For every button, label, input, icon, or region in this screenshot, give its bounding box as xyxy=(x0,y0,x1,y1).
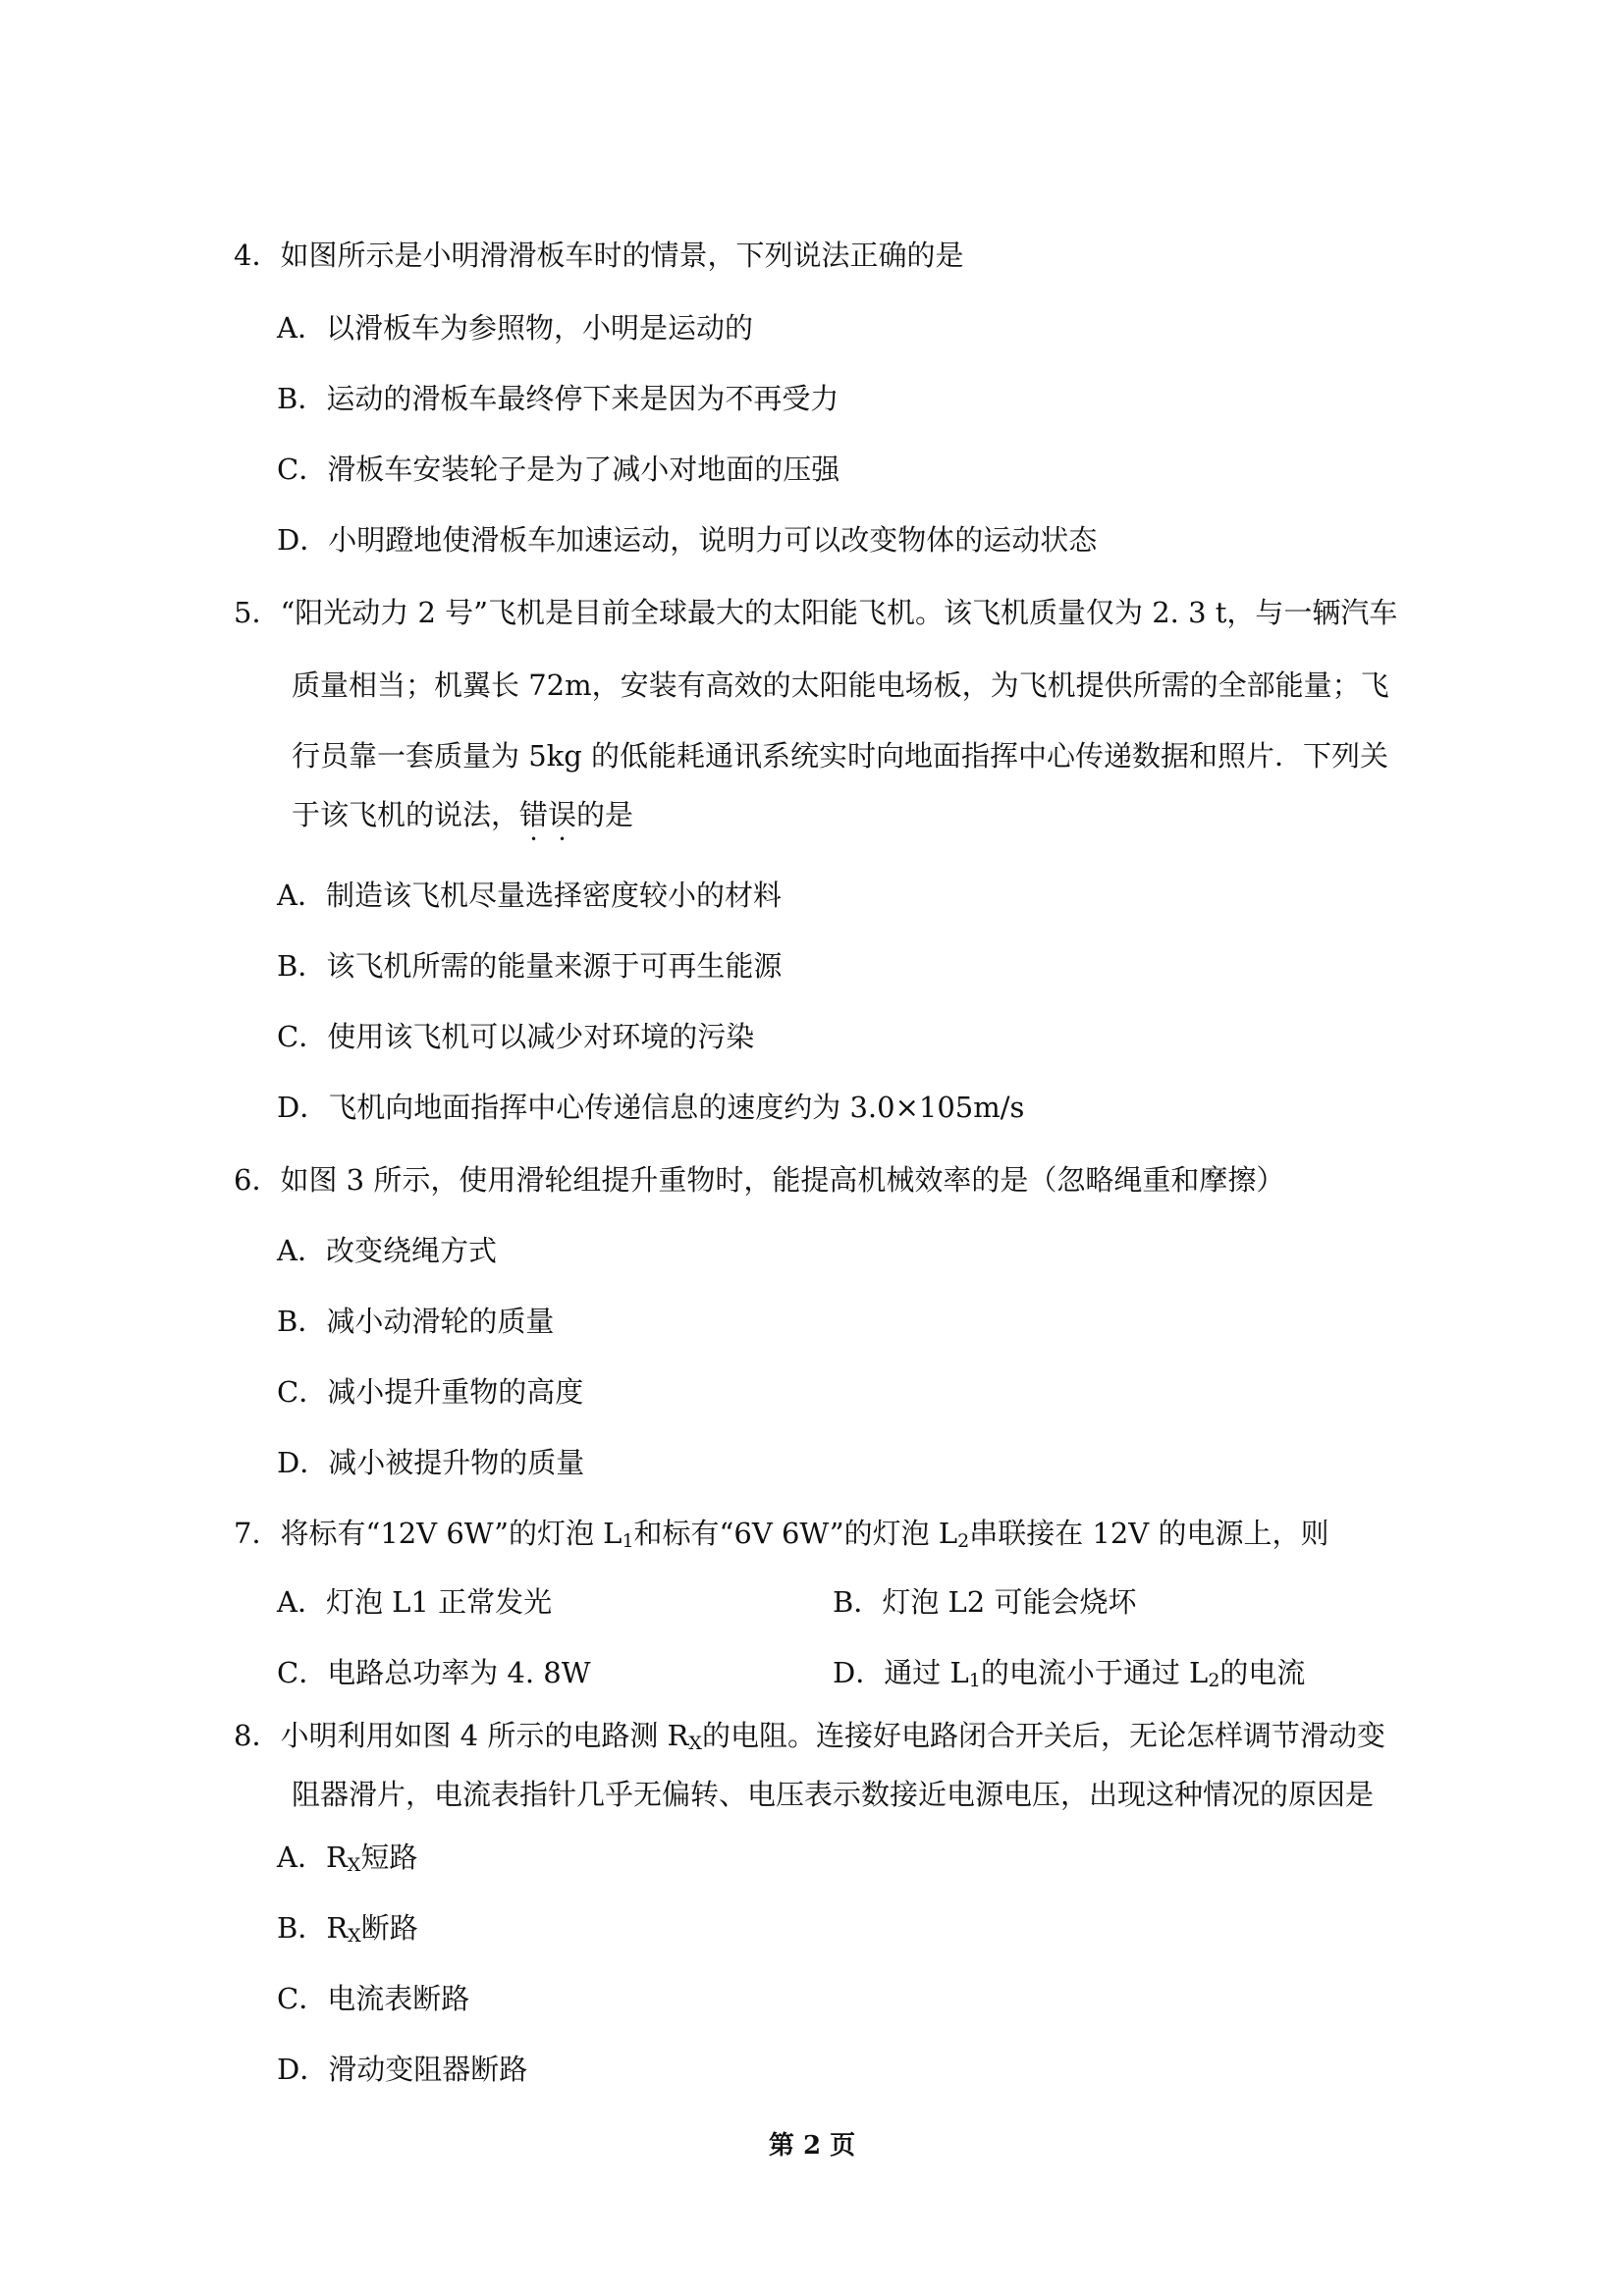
q6-option-d: D．减小被提升物的质量 xyxy=(277,1446,585,1479)
q8-option-d: D．滑动变阻器断路 xyxy=(277,2053,528,2086)
q8-option-b: B．$R_X$断路 xyxy=(277,1911,418,1947)
q6-option-a: A．改变绕绳方式 xyxy=(277,1234,497,1267)
page-number: 第 2 页 xyxy=(768,2131,856,2161)
q5-option-c: C．使用该飞机可以减少对环境的污染 xyxy=(277,1020,755,1053)
emphasis-char: 错 xyxy=(519,798,549,831)
q5-stem-line-4: 于该飞机的说法，错误的是 xyxy=(292,798,634,831)
q4-option-c: C．滑板车安装轮子是为了减小对地面的压强 xyxy=(277,453,840,486)
q8-option-a: A．$R_X$短路 xyxy=(277,1841,418,1876)
q5-stem-line-2: 质量相当；机翼长 72m，安装有高效的太阳能电场板，为飞机提供所需的全部能量；飞 xyxy=(292,668,1389,702)
q8-option-c: C．电流表断路 xyxy=(277,1982,470,2015)
q7-number: 7． xyxy=(234,1517,281,1550)
q7-stem: 7．将标有“12V 6W”的灯泡 $L_1$和标有“6V 6W”的灯泡 $L_2$串联接在 12V 的电源上，则 xyxy=(234,1517,1329,1552)
q4-number: 4． xyxy=(234,239,281,272)
q8-number: 8． xyxy=(234,1719,281,1752)
q7-option-a: A．灯泡 L1 正常发光 xyxy=(277,1585,553,1619)
emphasis-char: 误 xyxy=(548,798,577,831)
q5-option-b: B．该飞机所需的能量来源于可再生能源 xyxy=(277,949,783,983)
q5-option-d: D．飞机向地面指挥中心传递信息的速度约为 3.0×105m/s xyxy=(277,1091,1025,1124)
q7-option-c: C．电路总功率为 4. 8W xyxy=(277,1656,591,1689)
q5-stem-line-3: 行员靠一套质量为 5kg 的低能耗通讯系统实时向地面指挥中心传递数据和照片．下列关 xyxy=(292,739,1389,773)
q7-option-d: D．通过 $L_1$的电流小于通过 $L_2$的电流 xyxy=(833,1656,1306,1691)
q7-option-b: B．灯泡 L2 可能会烧坏 xyxy=(833,1585,1137,1619)
q6-option-c: C．减小提升重物的高度 xyxy=(277,1375,584,1409)
q4-option-b: B．运动的滑板车最终停下来是因为不再受力 xyxy=(277,382,839,415)
q8-stem-line-2: 阻器滑片，电流表指针几乎无偏转、电压表示数接近电源电压，出现这种情况的原因是 xyxy=(292,1778,1375,1811)
q5-option-a: A．制造该飞机尽量选择密度较小的材料 xyxy=(277,879,782,912)
q4-option-a: A．以滑板车为参照物，小明是运动的 xyxy=(277,311,753,345)
q5-stem-line-1: 5．“阳光动力 2 号”飞机是目前全球最大的太阳能飞机。该飞机质量仅为 2. 3 t，与一辆汽车 xyxy=(234,596,1398,629)
q4-option-d: D．小明蹬地使滑板车加速运动，说明力可以改变物体的运动状态 xyxy=(277,523,1098,557)
q4-stem: 4．如图所示是小明滑滑板车时的情景，下列说法正确的是 xyxy=(234,239,964,272)
q6-stem: 6．如图 3 所示，使用滑轮组提升重物时，能提高机械效率的是（忽略绳重和摩擦） xyxy=(234,1163,1285,1197)
q8-stem-line-1: 8．小明利用如图 4 所示的电路测 $R_X$的电阻。连接好电路闭合开关后，无论怎样调节滑动变 xyxy=(234,1719,1385,1754)
q6-number: 6． xyxy=(234,1163,281,1197)
q6-option-b: B．减小动滑轮的质量 xyxy=(277,1305,555,1338)
q5-number: 5． xyxy=(234,596,281,629)
